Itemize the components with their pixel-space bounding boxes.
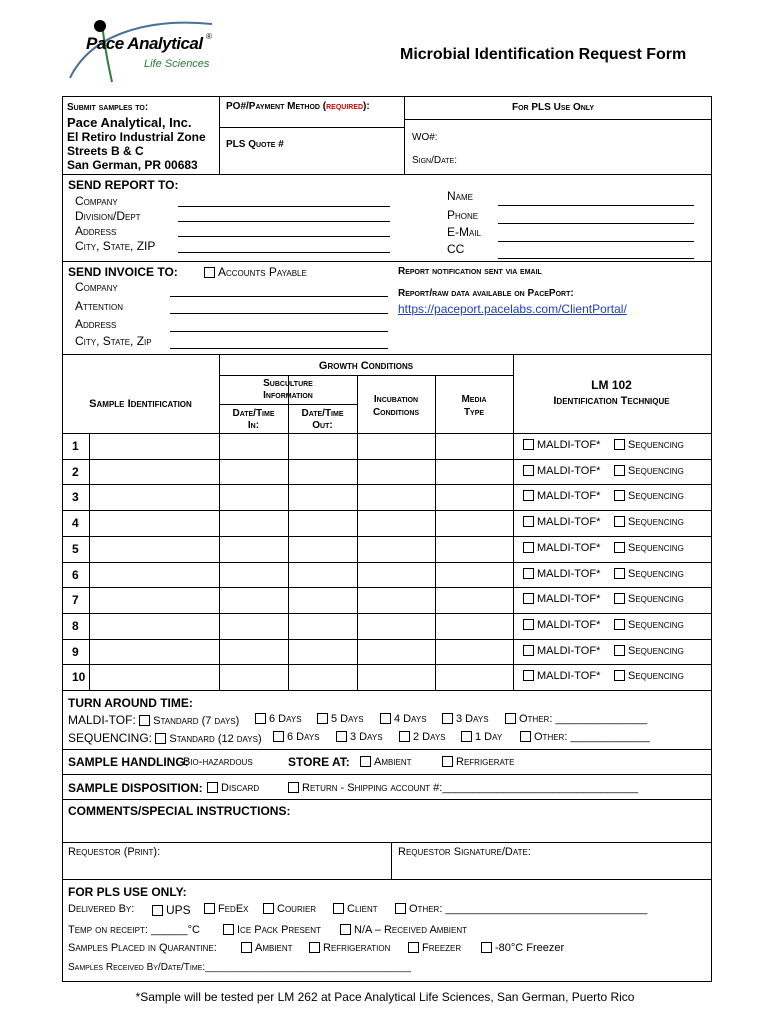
requestor-print-label: Requestor (Print): <box>68 846 161 858</box>
sequencing-option[interactable] <box>614 568 684 580</box>
report-division-label: Division/Dept <box>75 209 141 223</box>
carrier-client-label: Client <box>347 903 378 915</box>
maldi-tat-label: MALDI-TOF: <box>68 713 136 727</box>
seq-tat-other[interactable] <box>520 731 650 743</box>
sample-id-header: Sample Identification <box>89 398 192 410</box>
maldi-tat-other[interactable] <box>505 713 647 725</box>
report-address-label: Address <box>75 224 117 238</box>
report-company-field[interactable] <box>178 206 390 207</box>
pls-use-only-label: For PLS Use Only <box>512 102 595 113</box>
maldi-tof-checkbox[interactable] <box>523 465 534 476</box>
report-company-label: Company <box>75 194 118 208</box>
sequencing-label: Sequencing <box>628 670 684 682</box>
sequencing-checkbox[interactable] <box>614 439 625 450</box>
sequencing-label: Sequencing <box>628 465 684 477</box>
maldi-tof-option[interactable] <box>523 439 600 451</box>
invoice-attention-label: Attention <box>75 299 123 313</box>
report-email-label: E-Mail <box>447 225 482 239</box>
incubation-header-line-2: Conditions <box>372 407 420 418</box>
wo-label: WO#: <box>412 132 438 143</box>
seq-tat-6-label: 6 Days <box>287 731 320 743</box>
maldi-tat-standard-label: Standard (7 days) <box>153 715 240 727</box>
media-header <box>435 393 513 419</box>
sample-id-field[interactable] <box>90 510 218 536</box>
report-email-field[interactable] <box>498 241 694 242</box>
report-notification-text: Report notification sent via email <box>398 266 542 277</box>
report-city-field[interactable] <box>178 252 390 253</box>
address-line-2: El Retiro Industrial Zone <box>67 130 206 144</box>
received-ambient-option[interactable] <box>340 924 467 936</box>
maldi-tof-checkbox[interactable] <box>523 645 534 656</box>
seq-tat-2-label: 2 Days <box>413 731 446 743</box>
maldi-tat-standard[interactable] <box>139 715 239 727</box>
sequencing-checkbox[interactable] <box>614 516 625 527</box>
sample-row-number: 5 <box>72 542 79 556</box>
accounts-payable-checkbox[interactable] <box>204 267 215 278</box>
maldi-tof-checkbox[interactable] <box>523 593 534 604</box>
quarantine-label: Samples Placed in Quarantine: <box>68 942 217 954</box>
sample-id-field[interactable] <box>90 433 218 459</box>
sequencing-label: Sequencing <box>628 516 684 528</box>
sequencing-checkbox[interactable] <box>614 490 625 501</box>
handling-label: SAMPLE HANDLING: <box>68 755 189 769</box>
carrier-courier-label: Courier <box>277 903 317 915</box>
ship-address <box>67 116 206 172</box>
sample-row-number: 6 <box>72 568 79 582</box>
seq-tat-standard-label: Standard (12 days) <box>169 733 262 745</box>
report-phone-label: Phone <box>447 208 479 222</box>
date-in-header-line-1: Date/Time <box>232 408 275 419</box>
row-divider <box>62 613 712 614</box>
subculture-header-line-2: Information <box>263 390 313 401</box>
sequencing-label: Sequencing <box>628 568 684 580</box>
sample-row-number: 7 <box>72 593 79 607</box>
seq-tat-row <box>68 731 262 745</box>
date-in-header <box>219 408 288 432</box>
maldi-tof-option[interactable] <box>523 490 600 502</box>
sequencing-option[interactable] <box>614 516 684 528</box>
logo-sub: Life Sciences <box>144 58 210 70</box>
seq-tat-other-label: Other: _____________ <box>534 731 650 743</box>
maldi-tof-option[interactable] <box>523 645 600 657</box>
sample-id-field[interactable] <box>90 613 218 639</box>
incubation-header <box>357 393 435 419</box>
maldi-tof-option[interactable] <box>523 542 600 554</box>
sequencing-label: Sequencing <box>628 593 684 605</box>
maldi-tof-option[interactable] <box>523 670 600 682</box>
ice-pack-option[interactable] <box>223 924 321 936</box>
quarantine-ambient[interactable] <box>241 942 293 954</box>
row-divider <box>62 587 712 588</box>
sample-row-number: 4 <box>72 516 79 530</box>
maldi-tat-4-label: 4 Days <box>394 713 427 725</box>
maldi-tof-label: MALDI-TOF* <box>537 670 601 682</box>
po-label-post: ): <box>363 101 370 112</box>
footnote: *Sample will be tested per LM 262 at Pace Analytical Life Sciences, San German, Puerto Rico <box>135 990 635 1004</box>
logo-brand: Pace Analytical <box>86 34 203 53</box>
carrier-ups[interactable] <box>152 903 191 917</box>
maldi-tat-6[interactable] <box>255 713 302 725</box>
pls-quote-label: PLS Quote # <box>226 139 284 150</box>
disposition-label: SAMPLE DISPOSITION: <box>68 781 203 795</box>
sample-row-number: 2 <box>72 465 79 479</box>
po-label-required: required <box>326 101 364 112</box>
maldi-tof-label: MALDI-TOF* <box>537 645 601 657</box>
maldi-tat-5-label: 5 Days <box>331 713 364 725</box>
invoice-company-label: Company <box>75 280 118 294</box>
subculture-header <box>219 378 357 402</box>
sign-date-label: Sign/Date: <box>412 155 457 166</box>
report-address-field[interactable] <box>178 236 390 237</box>
seq-tat-label: SEQUENCING: <box>68 731 153 745</box>
sample-id-field[interactable] <box>90 536 218 562</box>
sequencing-option[interactable] <box>614 490 684 502</box>
comments-field[interactable] <box>63 820 709 842</box>
carrier-ups-label: UPS <box>166 903 191 917</box>
report-phone-field[interactable] <box>498 223 694 224</box>
invoice-address-field[interactable] <box>170 331 388 332</box>
sequencing-option[interactable] <box>614 645 684 657</box>
sample-id-field[interactable] <box>90 484 218 510</box>
requestor-signature-label: Requestor Signature/Date: <box>398 846 531 858</box>
maldi-tat-4[interactable] <box>380 713 427 725</box>
ice-pack-label: Ice Pack Present <box>237 924 321 936</box>
maldi-tat-6-label: 6 Days <box>269 713 302 725</box>
sequencing-checkbox[interactable] <box>614 619 625 630</box>
maldi-tat-3-label: 3 Days <box>456 713 489 725</box>
sequencing-label: Sequencing <box>628 439 684 451</box>
quarantine-80-freezer-label: -80°C Freezer <box>495 942 565 954</box>
address-line-4: San German, PR 00683 <box>67 158 198 172</box>
maldi-tof-option[interactable] <box>523 465 600 477</box>
carrier-client[interactable] <box>333 903 378 915</box>
quarantine-80-freezer[interactable] <box>481 942 564 954</box>
quarantine-freezer-label: Freezer <box>422 942 462 954</box>
address-line-3: Streets B & C <box>67 144 144 158</box>
row-divider <box>62 459 712 460</box>
report-cc-field[interactable] <box>498 258 694 259</box>
accounts-payable-option[interactable] <box>204 265 307 279</box>
sequencing-checkbox[interactable] <box>614 670 625 681</box>
maldi-tof-checkbox[interactable] <box>523 516 534 527</box>
send-invoice-heading: SEND INVOICE TO: <box>68 265 178 279</box>
store-refrigerate-option[interactable] <box>442 756 514 768</box>
sequencing-option[interactable] <box>614 593 684 605</box>
paceport-text: Report/raw data available on PacePort: <box>398 288 574 299</box>
seq-tat-2[interactable] <box>399 731 446 743</box>
sequencing-label: Sequencing <box>628 645 684 657</box>
pls-only-heading: FOR PLS USE ONLY: <box>68 885 187 899</box>
date-out-header-line-1: Date/Time <box>301 408 344 419</box>
company-logo <box>62 14 222 86</box>
report-name-label: Name <box>447 189 474 203</box>
maldi-tat-5[interactable] <box>317 713 364 725</box>
maldi-tof-label: MALDI-TOF* <box>537 593 601 605</box>
sequencing-label: Sequencing <box>628 619 684 631</box>
maldi-tof-label: MALDI-TOF* <box>537 490 601 502</box>
invoice-city-field[interactable] <box>170 348 388 349</box>
store-ambient-option[interactable] <box>360 756 412 768</box>
incubation-header-line-1: Incubation <box>373 394 419 405</box>
maldi-tof-label: MALDI-TOF* <box>537 439 601 451</box>
maldi-tof-checkbox[interactable] <box>523 568 534 579</box>
paceport-link[interactable]: https://paceport.pacelabs.com/ClientPortal/ <box>398 302 627 316</box>
media-header-line-2: Type <box>463 407 485 418</box>
maldi-tof-label: MALDI-TOF* <box>537 568 601 580</box>
maldi-tof-checkbox[interactable] <box>523 670 534 681</box>
maldi-tof-label: MALDI-TOF* <box>537 542 601 554</box>
quarantine-refrigeration[interactable] <box>309 942 390 954</box>
sequencing-label: Sequencing <box>628 542 684 554</box>
carrier-fedex[interactable] <box>204 903 249 915</box>
date-out-header <box>288 408 357 432</box>
received-ambient-label: N/A – Received Ambient <box>354 924 468 936</box>
seq-tat-standard[interactable] <box>155 733 261 745</box>
return-label: Return - Shipping account #:________________________________ <box>302 782 639 794</box>
lm102-header: LM 102 <box>591 378 632 392</box>
maldi-tof-option[interactable] <box>523 516 600 528</box>
turnaround-heading: TURN AROUND TIME: <box>68 696 193 710</box>
address-line-1: Pace Analytical, Inc. <box>67 115 192 130</box>
sequencing-label: Sequencing <box>628 490 684 502</box>
store-ambient-label: Ambient <box>374 756 412 768</box>
maldi-tof-option[interactable] <box>523 593 600 605</box>
technique-header: Identification Technique <box>553 395 670 407</box>
send-report-heading: SEND REPORT TO: <box>68 178 179 192</box>
invoice-address-label: Address <box>75 317 117 331</box>
sequencing-option[interactable] <box>614 542 684 554</box>
carrier-courier[interactable] <box>263 903 316 915</box>
invoice-company-field[interactable] <box>170 296 388 297</box>
report-cc-label: CC <box>447 242 465 256</box>
maldi-tof-checkbox[interactable] <box>523 619 534 630</box>
sequencing-option[interactable] <box>614 465 684 477</box>
sample-id-field[interactable] <box>90 459 218 484</box>
sequencing-option[interactable] <box>614 670 684 682</box>
maldi-tof-checkbox[interactable] <box>523 439 534 450</box>
report-name-field[interactable] <box>498 205 694 206</box>
accounts-payable-label: Accounts Payable <box>218 265 307 279</box>
carrier-fedex-label: FedEx <box>218 903 249 915</box>
sequencing-option[interactable] <box>614 439 684 451</box>
row-divider <box>62 664 712 665</box>
row-divider <box>62 510 712 511</box>
delivered-by-label: Delivered By: <box>68 903 135 915</box>
sample-id-field[interactable] <box>90 664 218 690</box>
store-refrigerate-label: Refrigerate <box>456 756 515 768</box>
seq-tat-3[interactable] <box>336 731 383 743</box>
report-division-field[interactable] <box>178 221 390 222</box>
invoice-attention-field[interactable] <box>170 313 388 314</box>
sequencing-checkbox[interactable] <box>614 568 625 579</box>
subculture-header-line-1: Subculture <box>263 378 313 389</box>
row-divider <box>62 639 712 640</box>
carrier-other-label: Other: _________________________________ <box>409 903 648 915</box>
discard-option[interactable] <box>207 782 259 794</box>
discard-label: Discard <box>221 782 260 794</box>
maldi-tof-option[interactable] <box>523 568 600 580</box>
report-city-label: City, State, ZIP <box>75 239 156 253</box>
row-divider <box>62 536 712 537</box>
maldi-tat-other-label: Other: _______________ <box>519 713 648 725</box>
carrier-other[interactable] <box>395 903 647 915</box>
sample-row-number: 1 <box>72 439 79 453</box>
growth-conditions-header: Growth Conditions <box>318 360 414 372</box>
sample-row-number: 3 <box>72 490 79 504</box>
row-number-divider <box>89 433 90 690</box>
seq-tat-6[interactable] <box>273 731 320 743</box>
maldi-tof-checkbox[interactable] <box>523 542 534 553</box>
maldi-tat-row <box>68 713 239 727</box>
samples-received-label: Samples Received By/Date/Time:_____________________________________ <box>68 962 411 973</box>
row-divider <box>62 562 712 563</box>
sample-row-number: 9 <box>72 645 79 659</box>
sample-row-number: 8 <box>72 619 79 633</box>
seq-tat-1-label: 1 Day <box>475 731 503 743</box>
sequencing-checkbox[interactable] <box>614 542 625 553</box>
quarantine-freezer[interactable] <box>408 942 461 954</box>
sequencing-option[interactable] <box>614 619 684 631</box>
invoice-city-label: City, State, Zip <box>75 334 152 348</box>
quarantine-ambient-label: Ambient <box>255 942 293 954</box>
form-title: Microbial Identification Request Form <box>400 46 687 63</box>
date-out-header-line-2: Out: <box>312 420 333 431</box>
maldi-tat-3[interactable] <box>442 713 489 725</box>
temp-on-receipt: Temp on receipt: ______°C <box>68 924 201 936</box>
maldi-tof-option[interactable] <box>523 619 600 631</box>
sample-id-field[interactable] <box>90 562 218 587</box>
comments-heading: COMMENTS/SPECIAL INSTRUCTIONS: <box>68 804 291 818</box>
maldi-tof-checkbox[interactable] <box>523 490 534 501</box>
date-in-header-line-2: In: <box>247 420 260 431</box>
return-option[interactable] <box>288 782 638 794</box>
submit-label: Submit samples to: <box>67 102 149 113</box>
po-label <box>226 101 370 112</box>
sequencing-checkbox[interactable] <box>614 465 625 476</box>
seq-tat-1[interactable] <box>461 731 502 743</box>
logo-reg: ® <box>206 32 212 41</box>
maldi-tof-label: MALDI-TOF* <box>537 619 601 631</box>
sample-id-field[interactable] <box>90 639 218 664</box>
media-header-line-1: Media <box>461 394 487 405</box>
seq-tat-3-label: 3 Days <box>350 731 383 743</box>
handling-value: Bio-hazardous <box>183 756 253 768</box>
row-divider <box>62 484 712 485</box>
sample-row-number: 10 <box>72 670 86 684</box>
quarantine-refrigeration-label: Refrigeration <box>323 942 391 954</box>
po-label-pre: PO#/Payment Method ( <box>226 101 327 112</box>
maldi-tof-label: MALDI-TOF* <box>537 465 601 477</box>
sequencing-checkbox[interactable] <box>614 645 625 656</box>
store-at-label: STORE AT: <box>288 755 350 769</box>
maldi-tof-label: MALDI-TOF* <box>537 516 601 528</box>
sample-id-field[interactable] <box>90 587 218 613</box>
sequencing-checkbox[interactable] <box>614 593 625 604</box>
